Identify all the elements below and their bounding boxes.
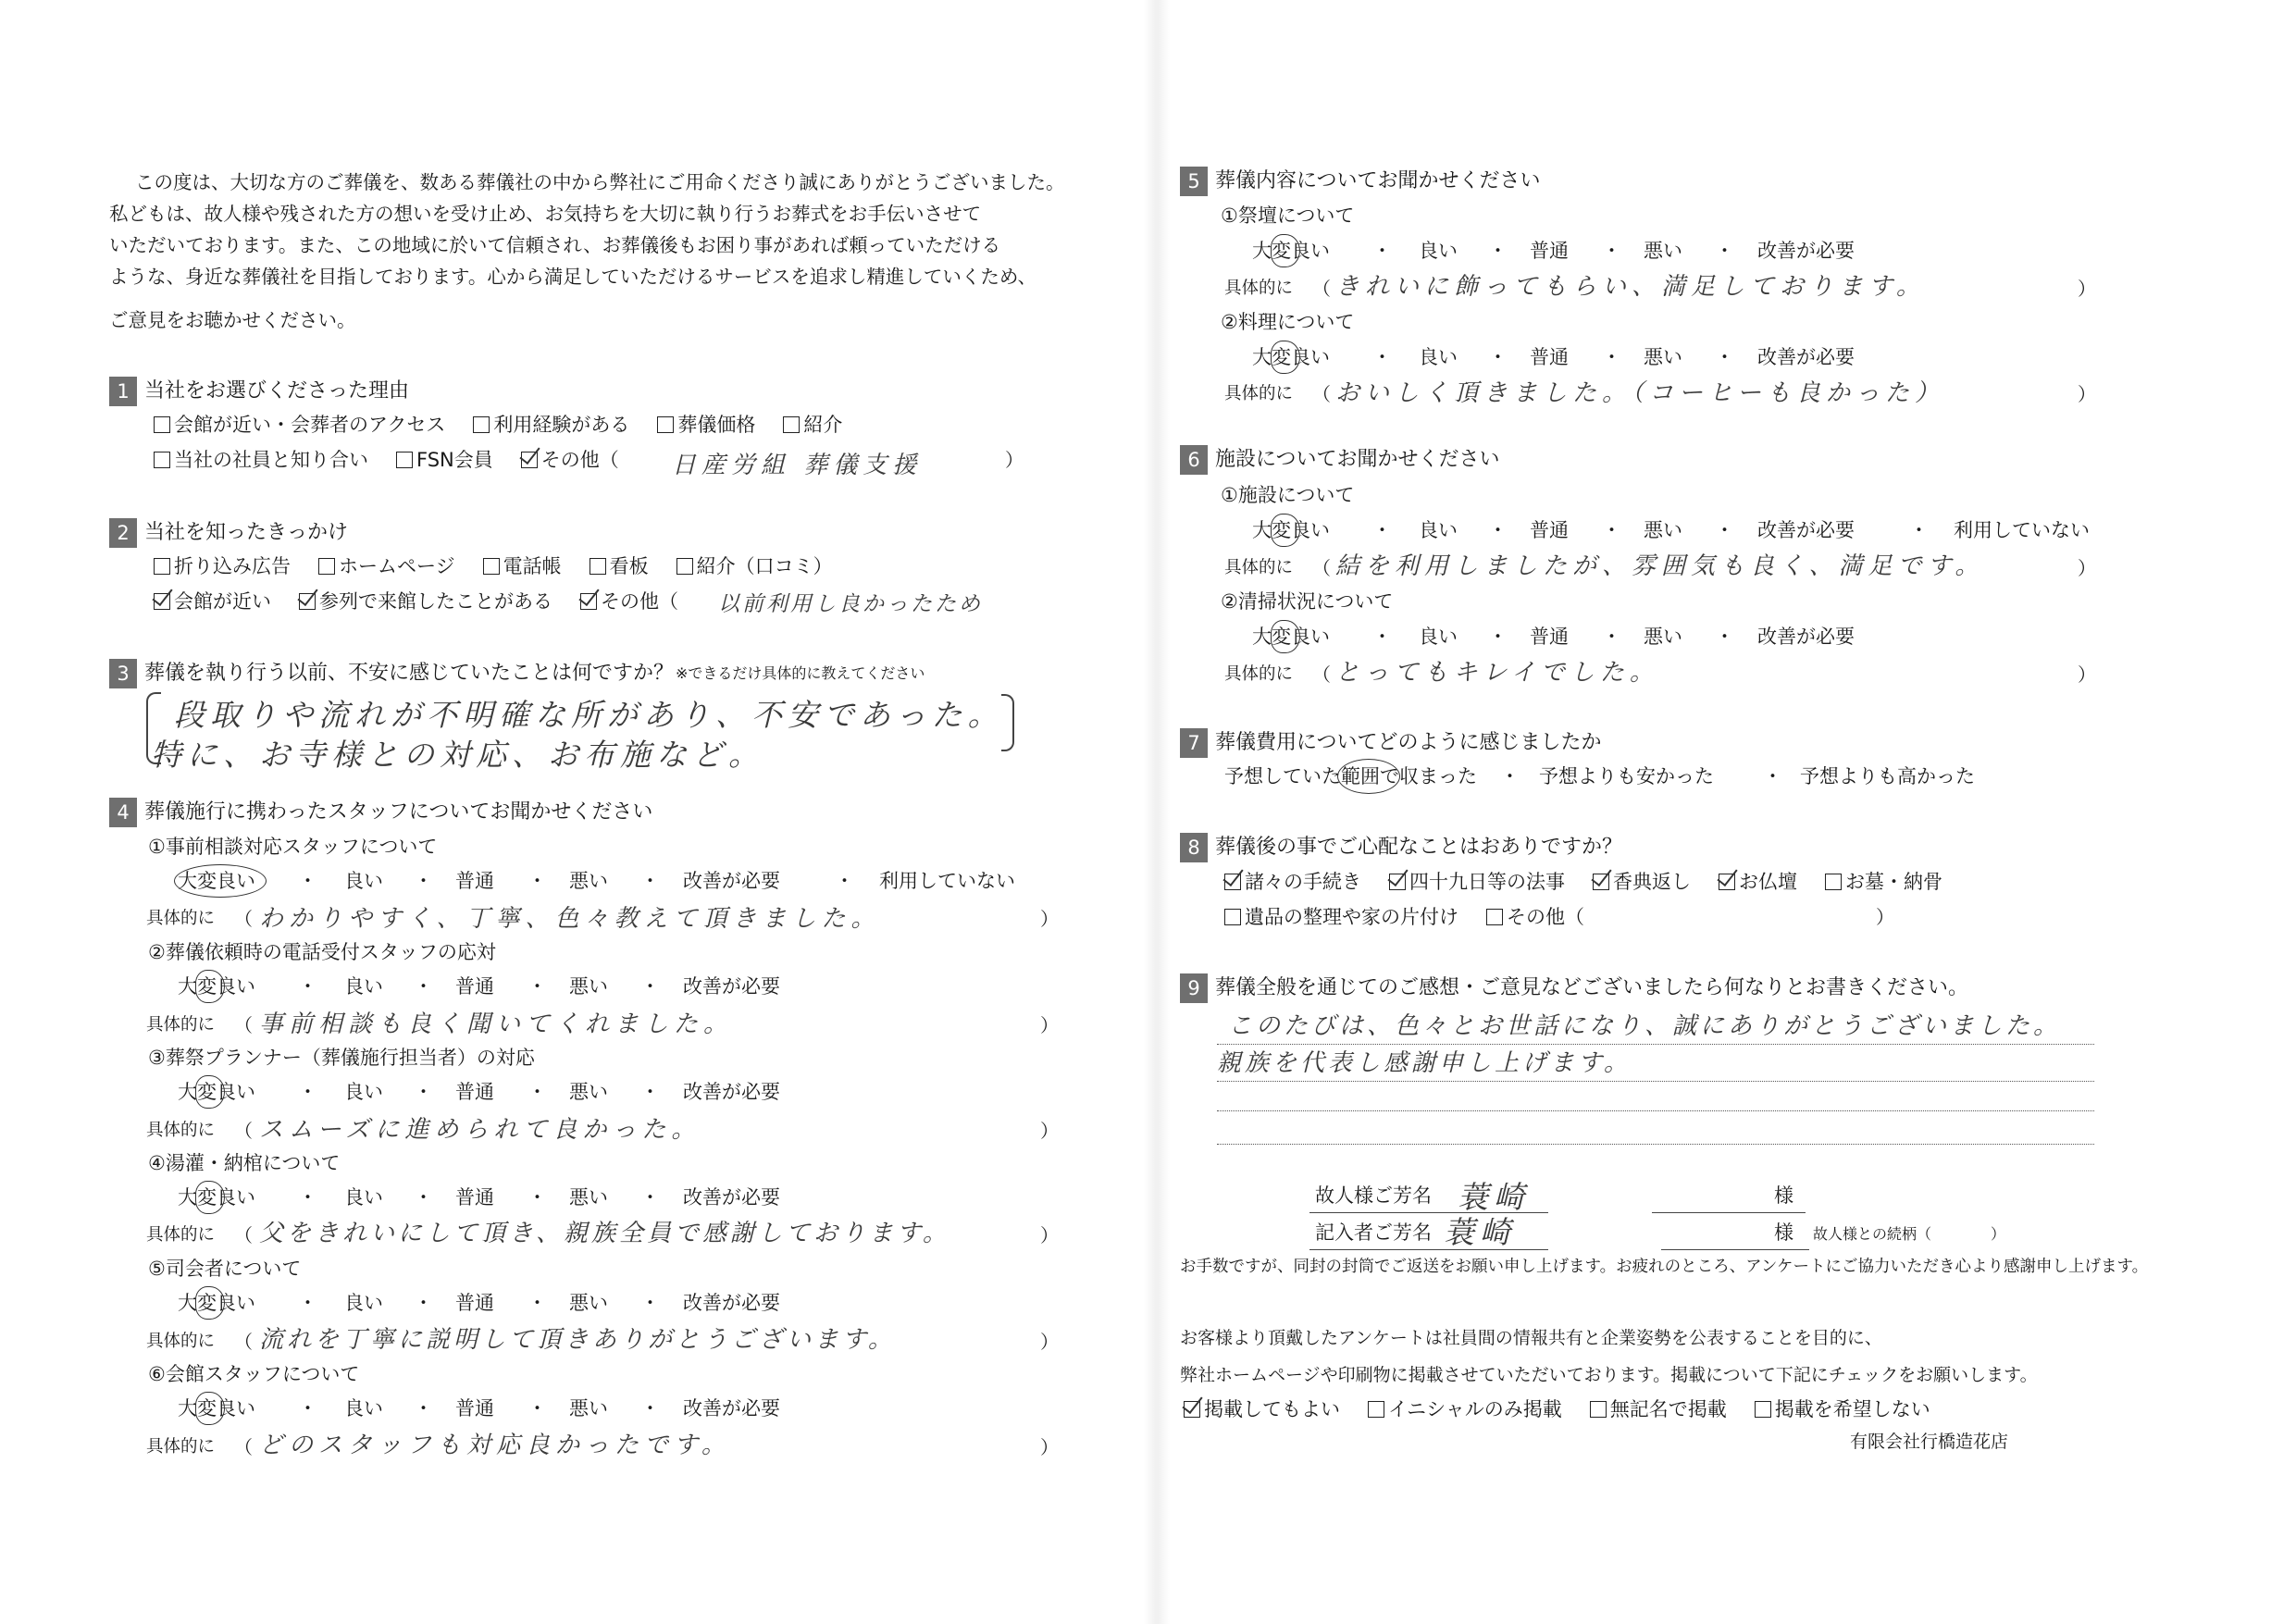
s3-handwriting-line-1: 段取りや流れが不明確な所があり、不安であった。 — [174, 697, 1004, 733]
rating-not-used[interactable]: 利用していない — [1954, 519, 2090, 541]
s4-item-5-handwriting: 流れを丁寧に説明して頂きありがとうございます。 — [259, 1326, 896, 1354]
s1-option[interactable]: 会館が近い・会葬者のアクセス — [154, 415, 445, 435]
rating-average[interactable]: 普通 — [455, 975, 494, 998]
consent-decline[interactable]: 掲載を希望しない — [1755, 1400, 1930, 1419]
name-underline — [1309, 1249, 1548, 1250]
intro-line-3: いただいております。また、この地域に於いて信頼され、お葬儀後もお困り事があれば頼っていただける — [109, 234, 1001, 256]
s7-option-expensive[interactable]: 予想よりも高かった — [1800, 765, 1975, 787]
selected-circle — [1271, 514, 1300, 547]
rating-very-good[interactable]: 大変良い — [178, 1186, 255, 1209]
rating-needs-improvement[interactable]: 改善が必要 — [683, 1397, 780, 1419]
publication-note-1: お客様より頂戴したアンケートは社員間の情報共有と企業姿勢を公表することを目的に、 — [1180, 1328, 1882, 1348]
rating-average[interactable]: 普通 — [1530, 346, 1569, 368]
s4-item-2-detail: 具体的に （ ） — [146, 1014, 1059, 1036]
checkbox-checked[interactable] — [580, 593, 597, 610]
s4-item-4-handwriting: 父をきれいにして頂き、親族全員で感謝しております。 — [259, 1220, 950, 1247]
checkbox[interactable] — [1755, 1401, 1771, 1418]
s5-item-1-detail: 具体的に （ ） — [1224, 278, 2096, 300]
selected-circle — [195, 1075, 225, 1109]
rating-bad[interactable]: 悪い — [569, 975, 608, 998]
rating-average[interactable]: 普通 — [455, 1186, 494, 1209]
rating-very-good[interactable]: 大変良い — [178, 1397, 255, 1419]
rating-bad[interactable]: 悪い — [1644, 626, 1682, 648]
consent-publish[interactable]: 掲載してもよい — [1184, 1400, 1340, 1419]
rating-very-good[interactable]: 大変良い — [1252, 346, 1330, 368]
rating-good[interactable]: 良い — [344, 870, 383, 892]
checkbox[interactable] — [783, 416, 800, 433]
selected-circle — [195, 1286, 225, 1320]
s8-option-other[interactable]: その他（ — [1486, 908, 1584, 927]
rating-average[interactable]: 普通 — [455, 1397, 494, 1419]
checkbox[interactable] — [154, 452, 170, 468]
checkbox[interactable] — [483, 558, 500, 575]
rating-needs-improvement[interactable]: 改善が必要 — [1757, 346, 1855, 368]
comment-line — [1217, 1110, 2094, 1111]
selected-circle — [1337, 759, 1400, 794]
section-title: 葬儀内容についてお聞かせください — [1215, 169, 1541, 192]
rating-not-used[interactable]: 利用していない — [879, 870, 1015, 892]
s5-item-2-label: ②料理について — [1221, 311, 1355, 333]
s4-item-1-label: ①事前相談対応スタッフについて — [148, 836, 438, 858]
section-2-header — [109, 518, 348, 548]
intro-line-4: ような、身近な葬儀社を目指しております。心から満足していただけるサービスを追求し精進していくため、 — [109, 266, 1037, 288]
rating-average[interactable]: 普通 — [455, 1292, 494, 1314]
deceased-honorific: 様 — [1774, 1184, 1793, 1207]
thanks-note: お手数ですが、同封の封筒でご返送をお願い申し上げます。お疲れのところ、アンケートにご協力いただき心より感謝申し上げます。 — [1180, 1258, 2149, 1276]
checkbox[interactable] — [590, 558, 606, 575]
s6-item-2-handwriting: とってもキレイでした。 — [1335, 659, 1659, 687]
checkbox-checked[interactable] — [1389, 874, 1406, 890]
rating-needs-improvement[interactable]: 改善が必要 — [683, 1292, 780, 1314]
rating-needs-improvement[interactable]: 改善が必要 — [1757, 240, 1855, 262]
rating-very-good[interactable]: 大変良い — [178, 870, 255, 892]
section-number: 5 — [1180, 167, 1208, 196]
s8-option[interactable]: 香典返し — [1593, 873, 1691, 892]
rating-bad[interactable]: 悪い — [569, 1397, 608, 1419]
checkbox[interactable] — [657, 416, 674, 433]
deceased-name-handwriting: 蓑崎 — [1458, 1179, 1530, 1215]
s1-option[interactable]: 紹介 — [783, 415, 842, 435]
s4-item-6-detail: 具体的に （ ） — [146, 1436, 1059, 1458]
s2-option-other[interactable]: その他（ — [580, 592, 678, 612]
rating-good[interactable]: 良い — [1419, 240, 1458, 262]
s4-item-1-detail: 具体的に （ ） — [146, 908, 1059, 930]
writer-honorific: 様 — [1774, 1221, 1793, 1244]
section-title: 当社をお選びくださった理由 — [144, 379, 410, 403]
company-name: 有限会社行橋造花店 — [1850, 1432, 2009, 1452]
rating-average[interactable]: 普通 — [455, 870, 494, 892]
selected-circle — [195, 1392, 225, 1425]
s4-item-6-label: ⑥会館スタッフについて — [148, 1363, 360, 1385]
s4-item-5-label: ⑤司会者について — [148, 1258, 302, 1280]
section-9-header — [1180, 973, 1968, 1003]
s4-item-3-detail: 具体的に （ ） — [146, 1120, 1059, 1142]
s8-close-paren: ） — [1876, 906, 1894, 928]
s1-option[interactable]: 当社の社員と知り合い — [154, 451, 368, 470]
s1-close-paren: ） — [1005, 449, 1024, 471]
section-title: 葬儀全般を通じてのご感想・ご意見などございましたら何なりとお書きください。 — [1215, 976, 1969, 999]
page-fold — [1144, 0, 1170, 1624]
section-1-header — [109, 377, 409, 406]
rating-good[interactable]: 良い — [344, 1081, 383, 1103]
rating-average[interactable]: 普通 — [1530, 240, 1569, 262]
s8-row-1 — [1224, 873, 1970, 892]
section-number: 2 — [109, 518, 137, 548]
selected-circle — [174, 864, 267, 898]
deceased-name-label: 故人様ご芳名 — [1315, 1184, 1432, 1207]
section-title: 葬儀後の事でご心配なことはおありですか？ — [1215, 836, 1623, 859]
checkbox[interactable] — [396, 452, 413, 468]
s2-option[interactable]: 参列で来館したことがある — [299, 592, 552, 612]
checkbox[interactable] — [1825, 874, 1842, 890]
section-number: 8 — [1180, 833, 1208, 862]
s2-row-1 — [154, 557, 861, 576]
selected-circle — [1271, 234, 1300, 267]
rating-bad[interactable]: 悪い — [1644, 519, 1682, 541]
rating-bad[interactable]: 悪い — [569, 1186, 608, 1209]
s4-item-4-detail: 具体的に （ ） — [146, 1224, 1059, 1246]
s4-item-3-handwriting: スムーズに進められて良かった。 — [259, 1116, 701, 1144]
section-title: 葬儀費用についてどのように感じましたか — [1215, 731, 1602, 754]
rating-very-good[interactable]: 大変良い — [1252, 519, 1330, 541]
s4-item-4-label: ④湯灌・納棺について — [148, 1152, 341, 1174]
s2-option[interactable]: 電話帳 — [483, 557, 562, 576]
checkbox[interactable] — [318, 558, 335, 575]
checkbox-checked[interactable] — [1719, 874, 1735, 890]
checkbox[interactable] — [676, 558, 693, 575]
section-number: 3 — [109, 659, 137, 688]
rating-needs-improvement[interactable]: 改善が必要 — [683, 1081, 780, 1103]
rating-good[interactable]: 良い — [1419, 626, 1458, 648]
checkbox[interactable] — [154, 558, 170, 575]
selected-circle — [1271, 620, 1300, 653]
s6-item-1-label: ①施設について — [1221, 484, 1355, 506]
rating-bad[interactable]: 悪い — [1644, 346, 1682, 368]
s1-row-1 — [154, 415, 870, 435]
comment-line — [1217, 1144, 2094, 1145]
section-5-header — [1180, 167, 1541, 196]
consent-initials[interactable]: イニシャルのみ掲載 — [1368, 1400, 1562, 1419]
s1-option-other[interactable]: その他（ — [521, 451, 619, 470]
checkbox[interactable] — [473, 416, 490, 433]
section-note: ※できるだけ具体的に教えてください — [676, 664, 925, 682]
s9-handwriting-line-2: 親族を代表し感謝申し上げます。 — [1217, 1049, 1632, 1077]
rating-good[interactable]: 良い — [344, 975, 383, 998]
s4-item-6-handwriting: どのスタッフも対応良かったです。 — [259, 1432, 731, 1459]
name-underline — [1661, 1249, 1809, 1250]
s4-item-1-handwriting: わかりやすく、丁寧、色々教えて頂きました。 — [259, 905, 881, 933]
checkbox-checked[interactable] — [1184, 1401, 1200, 1418]
consent-anonymous[interactable]: 無記名で掲載 — [1590, 1400, 1727, 1419]
rating-bad[interactable]: 悪い — [569, 1292, 608, 1314]
s4-item-2-handwriting: 事前相談も良く聞いてくれました。 — [259, 1010, 734, 1038]
s8-row-2 — [1224, 908, 1612, 927]
section-title: 施設についてお聞かせください — [1215, 448, 1500, 471]
publication-note-2: 弊社ホームページや印刷物に掲載させていただいております。掲載について下記にチェックをお願いします。 — [1180, 1365, 2038, 1385]
s3-handwriting-line-2: 特に、お寺様との対応、お布施など。 — [151, 737, 764, 773]
rating-very-good[interactable]: 大変良い — [1252, 626, 1330, 648]
intro-line-5: ご意見をお聴かせください。 — [109, 309, 356, 331]
name-underline — [1652, 1212, 1806, 1213]
rating-good[interactable]: 良い — [344, 1397, 383, 1419]
s8-option[interactable]: お墓・納骨 — [1825, 873, 1942, 892]
s2-row-2 — [154, 592, 684, 612]
section-number: 9 — [1180, 973, 1208, 1003]
checkbox-checked[interactable] — [1224, 874, 1241, 890]
s8-option[interactable]: 四十九日等の法事 — [1389, 873, 1565, 892]
rating-very-good[interactable]: 大変良い — [178, 1292, 255, 1314]
section-title: 葬儀施行に携わったスタッフについてお聞かせください — [144, 800, 653, 824]
checkbox-checked[interactable] — [154, 593, 170, 610]
section-6-header — [1180, 445, 1500, 475]
s1-option[interactable]: 葬儀価格 — [657, 415, 755, 435]
rating-good[interactable]: 良い — [1419, 346, 1458, 368]
intro-line-1: この度は、大切な方のご葬儀を、数ある葬儀社の中から弊社にご用命くださり誠にありがとうございました。 — [135, 171, 1065, 193]
checkbox-checked[interactable] — [1593, 874, 1609, 890]
s5-item-2-detail: 具体的に （ ） — [1224, 383, 2096, 405]
s2-option[interactable]: 会館が近い — [154, 592, 271, 612]
s4-item-5-detail: 具体的に （ ） — [146, 1331, 1059, 1353]
s6-item-2-label: ②清掃状況について — [1221, 590, 1394, 613]
s5-item-1-label: ①祭壇について — [1221, 205, 1355, 227]
s2-option[interactable]: ホームページ — [318, 557, 455, 576]
s2-other-handwriting: 以前利用し良かったため — [718, 592, 983, 616]
rating-bad[interactable]: 悪い — [569, 870, 608, 892]
rating-very-good[interactable]: 大変良い — [1252, 240, 1330, 262]
checkbox-checked[interactable] — [521, 452, 538, 468]
checkbox-checked[interactable] — [299, 593, 316, 610]
s8-option[interactable]: お仏壇 — [1719, 873, 1797, 892]
rating-average[interactable]: 普通 — [1530, 626, 1569, 648]
s1-option[interactable]: FSN会員 — [396, 451, 493, 470]
rating-needs-improvement[interactable]: 改善が必要 — [683, 870, 780, 892]
checkbox[interactable] — [1224, 909, 1241, 925]
writer-name-label: 記入者ご芳名 — [1315, 1221, 1432, 1244]
s5-item-1-handwriting: きれいに飾ってもらい、満足しております。 — [1335, 273, 1926, 301]
relation-field[interactable]: 故人様との続柄（ ） — [1813, 1225, 2006, 1243]
rating-very-good[interactable]: 大変良い — [178, 1081, 255, 1103]
s4-item-2-label: ②葬儀依頼時の電話受付スタッフの応対 — [148, 941, 496, 963]
s7-option-within-range[interactable]: 予想していた範囲で収まった — [1224, 765, 1477, 787]
rating-good[interactable]: 良い — [1419, 519, 1458, 541]
rating-bad[interactable]: 悪い — [1644, 240, 1682, 262]
selected-circle — [195, 970, 225, 1003]
section-4-header — [109, 798, 652, 827]
s7-option-cheaper[interactable]: 予想よりも安かった — [1539, 765, 1714, 787]
s2-option[interactable]: 折り込み広告 — [154, 557, 291, 576]
rating-good[interactable]: 良い — [344, 1292, 383, 1314]
section-3-header — [109, 659, 925, 688]
section-title: 当社を知ったきっかけ — [144, 521, 349, 544]
section-number: 4 — [109, 798, 137, 827]
s6-item-1-handwriting: 結を利用しましたが、雰囲気も良く、満足です。 — [1335, 552, 1985, 580]
s4-item-3-label: ③葬祭プランナー（葬儀施行担当者）の対応 — [148, 1047, 535, 1069]
section-8-header — [1180, 833, 1622, 862]
rating-needs-improvement[interactable]: 改善が必要 — [683, 1186, 780, 1209]
s8-option[interactable]: 諸々の手続き — [1224, 873, 1361, 892]
s9-handwriting-line-1: このたびは、色々とお世話になり、誠にありがとうございました。 — [1228, 1012, 2062, 1040]
rating-average[interactable]: 普通 — [455, 1081, 494, 1103]
s6-item-1-detail: 具体的に （ ） — [1224, 557, 2096, 579]
rating-bad[interactable]: 悪い — [569, 1081, 608, 1103]
checkbox[interactable] — [1590, 1401, 1607, 1418]
selected-circle — [1271, 341, 1300, 374]
s8-option[interactable]: 遺品の整理や家の片付け — [1224, 908, 1458, 927]
section-number: 7 — [1180, 728, 1208, 758]
publication-consent-options — [1184, 1400, 1958, 1419]
section-title: 葬儀を執り行う以前、不安に感じていたことは何ですか？ — [144, 662, 675, 685]
section-number: 6 — [1180, 445, 1208, 475]
s1-row-2 — [154, 451, 625, 470]
rating-average[interactable]: 普通 — [1530, 519, 1569, 541]
checkbox[interactable] — [1486, 909, 1503, 925]
writer-name-handwriting: 蓑崎 — [1444, 1214, 1516, 1250]
s2-option[interactable]: 看板 — [590, 557, 649, 576]
checkbox[interactable] — [1368, 1401, 1384, 1418]
comment-line — [1217, 1081, 2094, 1082]
section-7-header — [1180, 728, 1602, 758]
selected-circle — [195, 1181, 225, 1214]
rating-good[interactable]: 良い — [344, 1186, 383, 1209]
rating-needs-improvement[interactable]: 改善が必要 — [683, 975, 780, 998]
rating-very-good[interactable]: 大変良い — [178, 975, 255, 998]
section-number: 1 — [109, 377, 137, 406]
s5-item-2-handwriting: おいしく頂きました。（コーヒーも良かった） — [1335, 379, 1944, 407]
rating-needs-improvement[interactable]: 改善が必要 — [1757, 626, 1855, 648]
s2-option[interactable]: 紹介（口コミ） — [676, 557, 833, 576]
intro-line-2: 私どもは、故人様や残された方の想いを受け止め、お気持ちを大切に執り行うお葬式をお手伝いさせて — [109, 203, 982, 225]
checkbox[interactable] — [154, 416, 170, 433]
s6-item-2-detail: 具体的に （ ） — [1224, 663, 2096, 686]
s1-other-handwriting: 日産労組 葬儀支援 — [672, 452, 923, 479]
s1-option[interactable]: 利用経験がある — [473, 415, 629, 435]
rating-needs-improvement[interactable]: 改善が必要 — [1757, 519, 1855, 541]
